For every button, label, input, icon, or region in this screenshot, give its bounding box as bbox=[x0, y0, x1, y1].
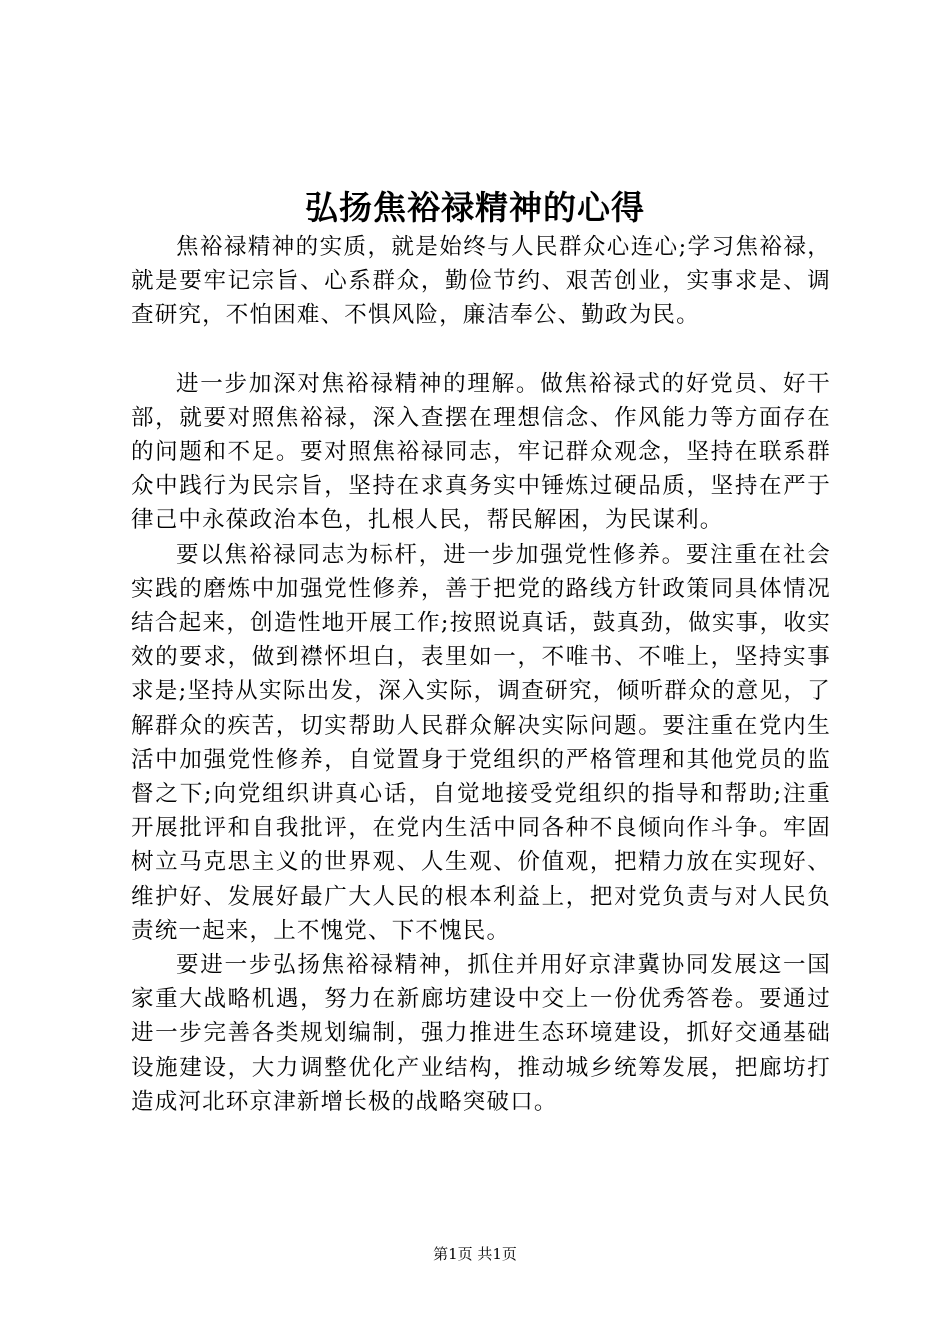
page-footer: 第1页 共1页 bbox=[433, 1245, 517, 1263]
document-body bbox=[131, 230, 831, 1119]
document-title: 弘扬焦裕禄精神的心得 bbox=[305, 188, 645, 227]
paragraph-4: 要进一步弘扬焦裕禄精神，抓住并用好京津冀协同发展这一国家重大战略机遇，努力在新廊坊建设中交上一份优秀答卷。要通过进一步完善各类规划编制，强力推进生态环境建设，抓好交通基础设施建设，大力调整优化产业结构，推动城乡统筹发展，把廊坊打造成河北环京津新增长极的战略突破口。 bbox=[131, 952, 831, 1115]
paragraph-3: 要以焦裕禄同志为标杆，进一步加强党性修养。要注重在社会实践的磨炼中加强党性修养，善于把党的路线方针政策同具体情况结合起来，创造性地开展工作;按照说真话，鼓真劲，做实事，收实效的要求，做到襟怀坦白，表里如一，不唯书、不唯上，坚持实事求是;坚持从实际出发，深入实际，调查研究，倾听群众的意见，了解群众的疾苦，切实帮助人民群众解决实际问题。要注重在党内生活中加强党性修养，自觉置身于党组织的严格管理和其他党员的监督之下;向党组织讲真心话，自觉地接受党组织的指导和帮助;注重开展批评和自我批评，在党内生活中同各种不良倾向作斗争。牢固树立马克思主义的世界观、人生观、价值观，把精力放在实现好、维护好、发展好最广大人民的根本利益上，把对党负责与对人民负责统一起来，上不愧党、下不愧民。 bbox=[131, 541, 831, 944]
paragraph-2: 进一步加深对焦裕禄精神的理解。做焦裕禄式的好党员、好干部，就要对照焦裕禄，深入查摆在理想信念、作风能力等方面存在的问题和不足。要对照焦裕禄同志，牢记群众观念，坚持在联系群众中践行为民宗旨，坚持在求真务实中锤炼过硬品质，坚持在严于律己中永葆政治本色，扎根人民，帮民解困，为民谋利。 bbox=[131, 370, 831, 534]
paragraph-1: 焦裕禄精神的实质，就是始终与人民群众心连心;学习焦裕禄，就是要牢记宗旨、心系群众，勤俭节约、艰苦创业，实事求是、调查研究，不怕困难、不惧风险，廉洁奉公、勤政为民。 bbox=[131, 234, 831, 329]
